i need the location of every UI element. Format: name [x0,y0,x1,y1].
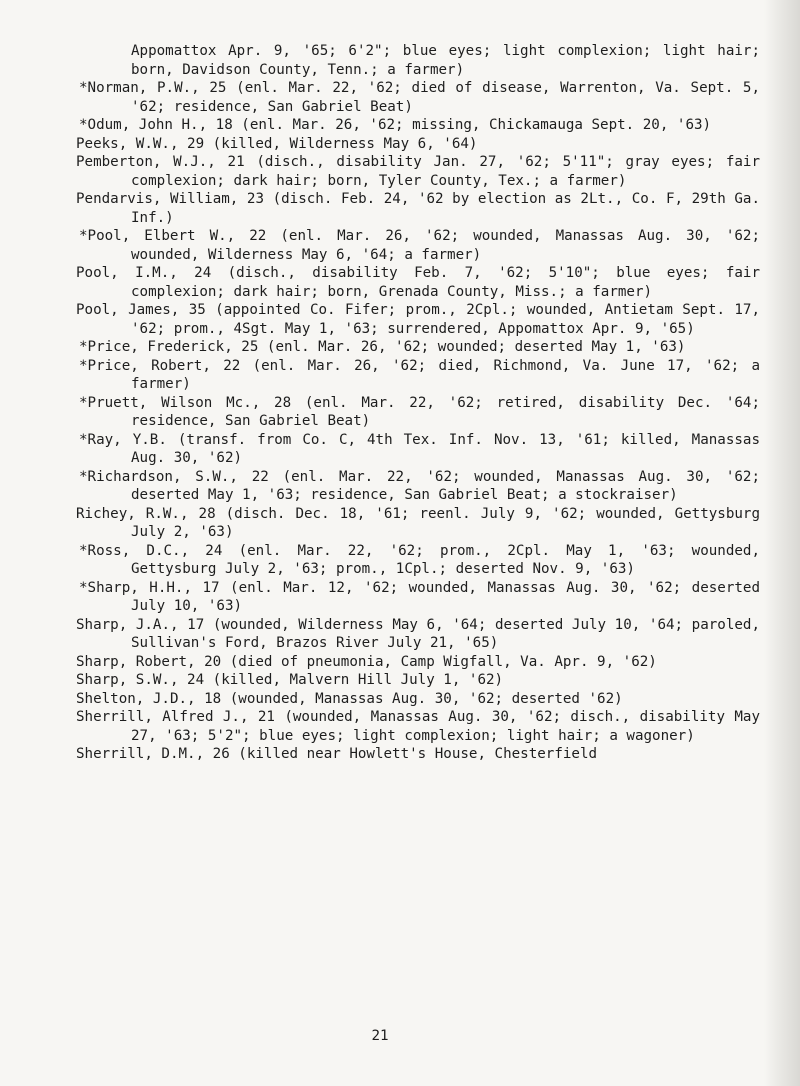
roster-entry: Sharp, J.A., 17 (wounded, Wilderness May 6, '64; deserted July 10, '64; paroled, Sullivan's Ford, Brazos River July 21, '65) [76,616,760,651]
roster-entry: Shelton, J.D., 18 (wounded, Manassas Aug. 30, '62; deserted '62) [76,690,623,707]
roster-entry: Pool, James, 35 (appointed Co. Fifer; prom., 2Cpl.; wounded, Antietam Sept. 17, '62; prom., 4Sgt. May 1, '63; surrendered, Appomattox Apr. 9, '65) [76,302,760,337]
roster-entry: Sharp, S.W., 24 (killed, Malvern Hill July 1, '62) [76,672,504,688]
roster-entry: Pemberton, W.J., 21 (disch., disability Jan. 27, '62; 5'11"; gray eyes; fair complexion; dark hair; born, Tyler County, Tex.; a farmer) [76,154,760,189]
roster-entry-continued: Appomattox Apr. 9, '65; 6'2"; blue eyes; light complexion; light hair; born, Davidson County, Tenn.; a farmer) [131,43,760,78]
roster-entries [0,42,760,764]
roster-entry: *Price, Robert, 22 (enl. Mar. 26, '62; died, Richmond, Va. June 17, '62; a farmer) [79,357,760,392]
roster-entry: *Ross, D.C., 24 (enl. Mar. 22, '62; prom., 2Cpl. May 1, '63; wounded, Gettysburg July 2, '63; prom., 1Cpl.; deserted Nov. 9, '63) [79,542,760,577]
roster-entry: *Price, Frederick, 25 (enl. Mar. 26, '62; wounded; deserted May 1, '63) [79,339,686,355]
roster-entry: Sharp, Robert, 20 (died of pneumonia, Camp Wigfall, Va. Apr. 9, '62) [76,653,657,670]
roster-entry: *Sharp, H.H., 17 (enl. Mar. 12, '62; wounded, Manassas Aug. 30, '62; deserted July 10, '63) [79,579,760,614]
roster-entry: Pool, I.M., 24 (disch., disability Feb. 7, '62; 5'10"; blue eyes; fair complexion; dark hair; born, Grenada County, Miss.; a farmer) [76,265,760,300]
roster-entry: *Norman, P.W., 25 (enl. Mar. 22, '62; died of disease, Warrenton, Va. Sept. 5, '62; residence, San Gabriel Beat) [79,80,760,115]
roster-entry: *Odum, John H., 18 (enl. Mar. 26, '62; missing, Chickamauga Sept. 20, '63) [79,117,712,133]
page-gutter-shadow [764,0,800,1086]
roster-entry: *Richardson, S.W., 22 (enl. Mar. 22, '62; wounded, Manassas Aug. 30, '62; deserted May 1, '63; residence, San Gabriel Beat; a stockraiser) [79,468,760,503]
roster-entry: *Ray, Y.B. (transf. from Co. C, 4th Tex. Inf. Nov. 13, '61; killed, Manassas Aug. 30, '62) [79,431,760,466]
roster-entry: Richey, R.W., 28 (disch. Dec. 18, '61; reenl. July 9, '62; wounded, Gettysburg July 2, '63) [76,505,760,540]
roster-entry: Sherrill, Alfred J., 21 (wounded, Manassas Aug. 30, '62; disch., disability May 27, '63; 5'2"; blue eyes; light complexion; light hair; a wagoner) [76,709,760,744]
roster-entry: Peeks, W.W., 29 (killed, Wilderness May 6, '64) [76,135,478,152]
roster-entry: Sherrill, D.M., 26 (killed near Howlett's House, Chesterfield [76,746,598,762]
roster-entry: *Pruett, Wilson Mc., 28 (enl. Mar. 22, '62; retired, disability Dec. '64; residence, San Gabriel Beat) [79,394,760,429]
roster-entry: *Pool, Elbert W., 22 (enl. Mar. 26, '62; wounded, Manassas Aug. 30, '62; wounded, Wilderness May 6, '64; a farmer) [79,228,760,263]
roster-entry: Pendarvis, William, 23 (disch. Feb. 24, '62 by election as 2Lt., Co. F, 29th Ga. Inf.) [76,191,760,226]
page-number: 21 [371,1028,389,1044]
